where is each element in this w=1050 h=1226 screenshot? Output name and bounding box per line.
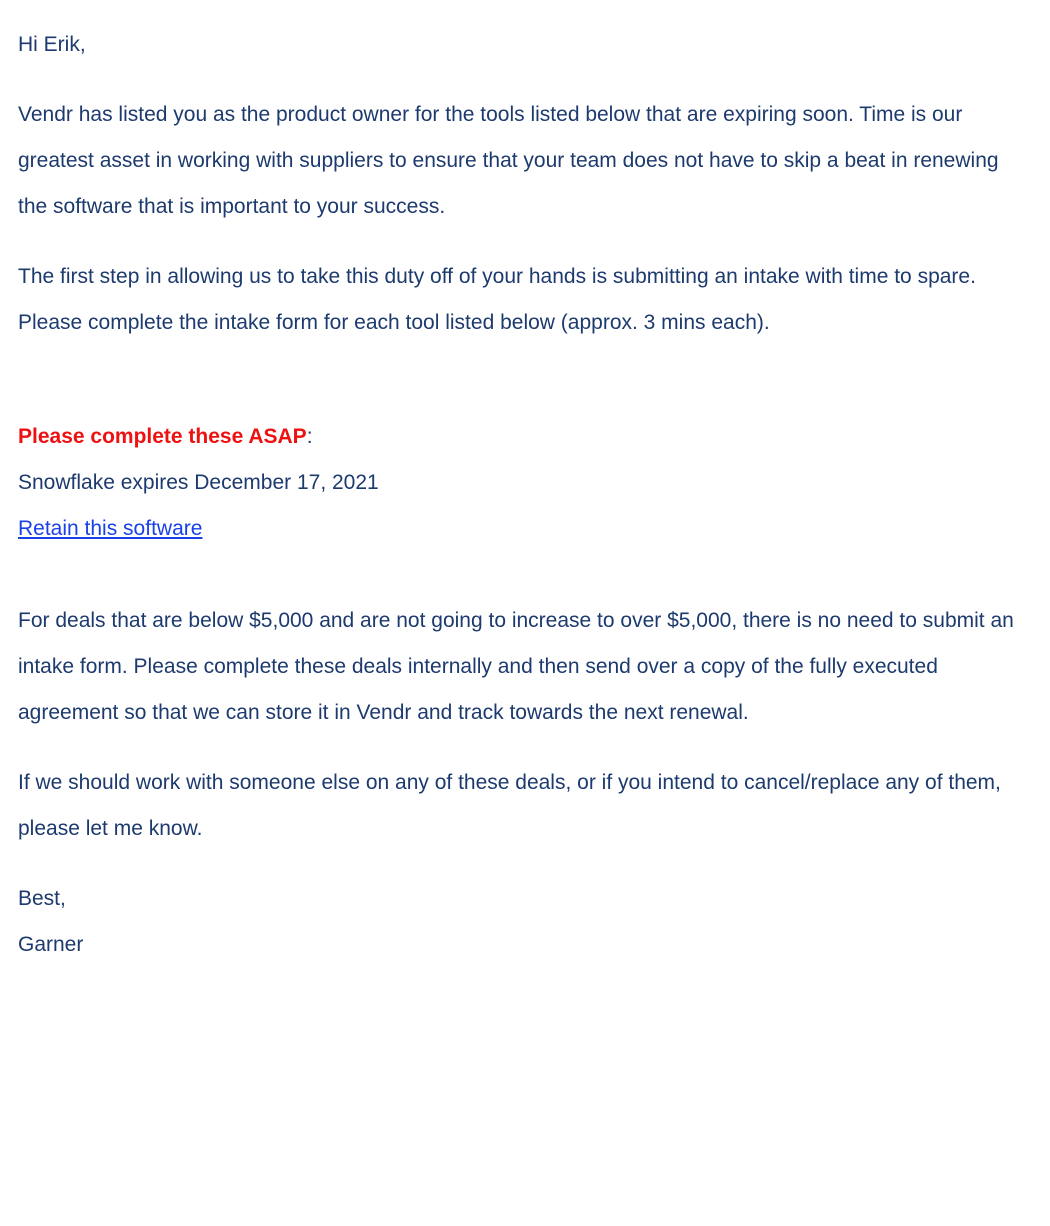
- section-spacer-top: [18, 370, 1024, 414]
- greeting-text: Hi Erik,: [18, 33, 86, 56]
- intake-instructions-paragraph: The first step in allowing us to take this duty off of your hands is submitting an intake with time to spare. Please complete the intake form for each tool listed below (approx. 3 mins each).: [18, 265, 976, 334]
- section-spacer-bottom: [18, 552, 1024, 598]
- signature-text: Garner: [18, 933, 84, 956]
- asap-heading: [18, 414, 1024, 460]
- expiring-item: Snowflake expires December 17, 2021: [18, 471, 379, 494]
- retain-software-link[interactable]: Retain this software: [18, 517, 203, 540]
- intro-paragraph: Vendr has listed you as the product owner for the tools listed below that are expiring soon. Time is our greatest asset in working with suppliers to ensure that your team does not have to skip a beat in renewing the software that is important to your success.: [18, 103, 999, 218]
- small-deals-paragraph: For deals that are below $5,000 and are not going to increase to over $5,000, there is no need to submit an intake form. Please complete these deals internally and then send over a copy of the fully executed agreement so that we can store it in Vendr and track towards the next renewal.: [18, 609, 1014, 724]
- asap-heading-emphasis: Please complete these ASAP: [18, 425, 307, 448]
- asap-heading-suffix: :: [306, 425, 313, 448]
- closing-text: Best,: [18, 887, 66, 910]
- retain-link-wrapper: [18, 506, 1024, 552]
- reassignment-paragraph: If we should work with someone else on any of these deals, or if you intend to cancel/replace any of them, please let me know.: [18, 771, 1001, 840]
